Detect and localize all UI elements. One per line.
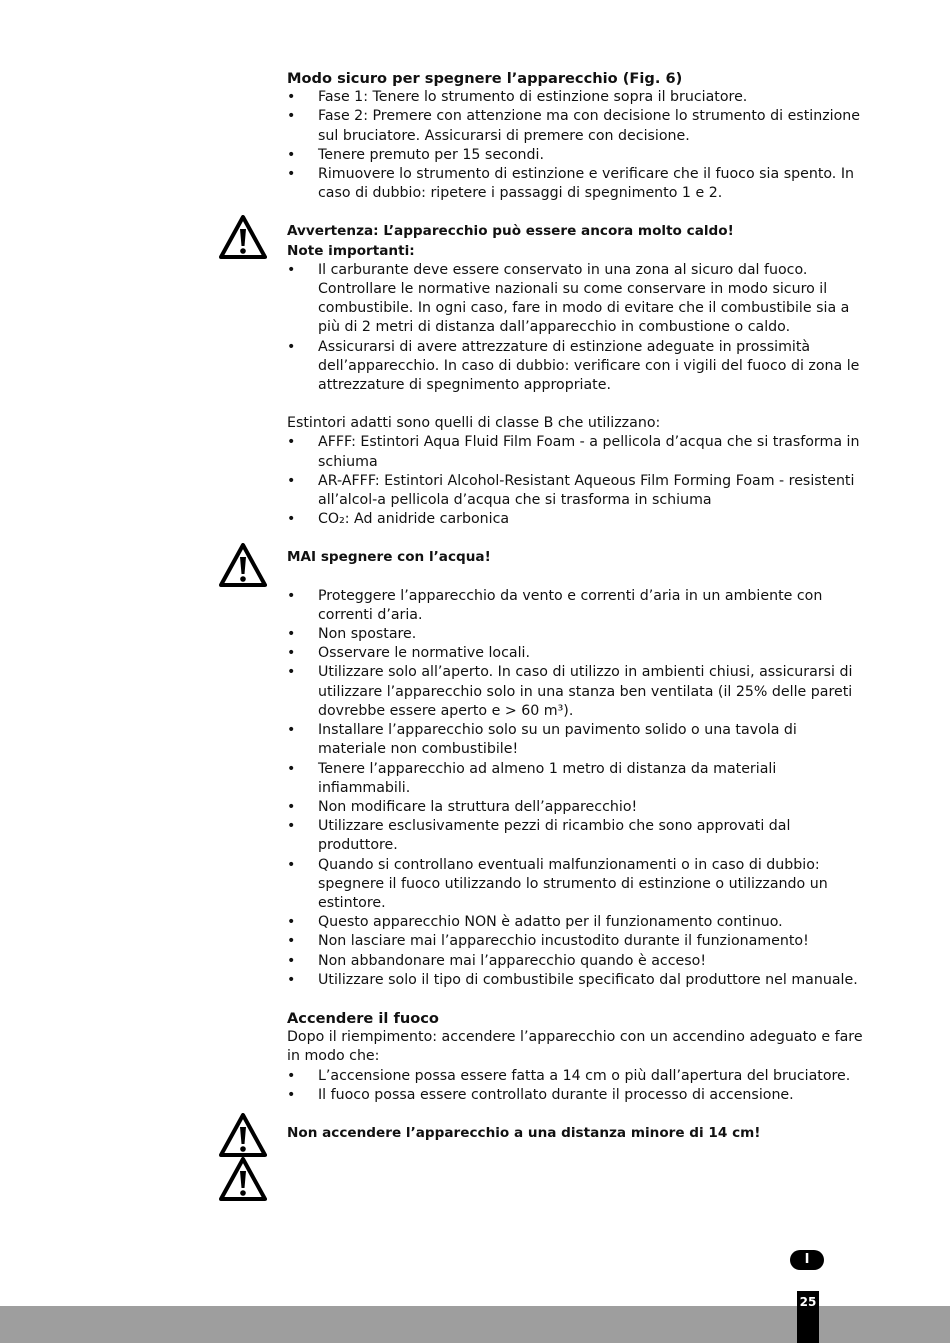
list-item: • Rimuovere lo strumento di estinzione e verificare che il fuoco sia spento. In caso di dubbio: ripetere i passaggi di spegnimento 1 e 2. (287, 165, 869, 203)
list-item: • Non lasciare mai l’apparecchio incustodito durante il funzionamento! (287, 932, 869, 951)
list-item: • CO₂: Ad anidride carbonica (287, 510, 869, 529)
list-item: • AR-AFFF: Estintori Alcohol-Resistant Aqueous Film Forming Foam - resistenti all’alcol-a pellicola d’acqua che si trasforma in schiuma (287, 472, 869, 510)
list-item: • Non spostare. (287, 625, 869, 644)
warning-triangle-icon (219, 1157, 267, 1201)
list-item: • Fase 1: Tenere lo strumento di estinzione sopra il bruciatore. (287, 88, 869, 107)
ignite-intro: Dopo il riempimento: accendere l’apparecchio con un accendino adeguato e fare in modo che: (287, 1029, 863, 1065)
list-item: • Il carburante deve essere conservato in una zona al sicuro dal fuoco. Controllare le normative nazionali su come conservare in modo sicuro il combustibile. In ogni caso, fare in modo di evitare che il combustibile sia a più di 2 metri di distanza dall’apparecchio in combustione o caldo. (287, 261, 869, 338)
list-item: • AFFF: Estintori Aqua Fluid Film Foam - a pellicola d’acqua che si trasforma in schiuma (287, 433, 869, 471)
page-content (287, 69, 869, 1143)
extinguishers-list (287, 433, 869, 529)
list-item: • Utilizzare solo il tipo di combustibile specificato dal produttore nel manuale. (287, 971, 869, 990)
warning-hot-appliance: Avvertenza: L’apparecchio può essere ancora molto caldo! (287, 223, 734, 240)
list-item: • Installare l’apparecchio solo su un pavimento solido o una tavola di materiale non combustibile! (287, 721, 869, 759)
list-item: • Questo apparecchio NON è adatto per il funzionamento continuo. (287, 913, 869, 932)
list-item: • Tenere premuto per 15 secondi. (287, 146, 869, 165)
extinguishers-intro: Estintori adatti sono quelli di classe B che utilizzano: (287, 415, 661, 432)
important-notes-list (287, 261, 869, 395)
list-item: • Fase 2: Premere con attenzione ma con decisione lo strumento di estinzione sul bruciatore. Assicurarsi di premere con decisione. (287, 107, 869, 145)
list-item: • Non abbandonare mai l’apparecchio quando è acceso! (287, 952, 869, 971)
list-item: • Osservare le normative locali. (287, 644, 869, 663)
list-item: • L’accensione possa essere fatta a 14 cm o più dall’apertura del bruciatore. (287, 1067, 869, 1086)
list-item: • Proteggere l’apparecchio da vento e correnti d’aria in un ambiente con correnti d’aria. (287, 587, 869, 625)
safety-rules-list (287, 587, 869, 990)
list-item: • Quando si controllano eventuali malfunzionamenti o in caso di dubbio: spegnere il fuoco utilizzando lo strumento di estinzione o utilizzando un estintore. (287, 856, 869, 914)
list-item: • Utilizzare esclusivamente pezzi di ricambio che sono approvati dal produttore. (287, 817, 869, 855)
warning-no-water: MAI spegnere con l’acqua! (287, 549, 491, 566)
list-item: • Il fuoco possa essere controllato durante il processo di accensione. (287, 1086, 869, 1105)
list-item: • Non modificare la struttura dell’apparecchio! (287, 798, 869, 817)
section-heading-ignite: Accendere il fuoco (287, 1009, 439, 1027)
page-number: 25 (797, 1291, 819, 1343)
list-item: • Assicurarsi di avere attrezzature di estinzione adeguate in prossimità dell’apparecchio. In caso di dubbio: verificare con i vigili del fuoco di zona le attrezzature di spegnimento appropriate. (287, 338, 869, 396)
warning-triangle-icon (219, 1113, 267, 1157)
important-notes-heading: Note importanti: (287, 242, 415, 259)
list-item: • Tenere l’apparecchio ad almeno 1 metro di distanza da materiali infiammabili. (287, 760, 869, 798)
warning-triangle-icon (219, 215, 267, 259)
warning-triangle-icon (219, 543, 267, 587)
ignite-list (287, 1067, 869, 1105)
shutdown-steps-list (287, 88, 869, 203)
language-badge: I (790, 1250, 824, 1270)
section-heading-safe-shutdown: Modo sicuro per spegnere l’apparecchio (Fig. 6) (287, 70, 683, 87)
list-item: • Utilizzare solo all’aperto. In caso di utilizzo in ambienti chiusi, assicurarsi di utilizzare l’apparecchio solo in una stanza ben ventilata (il 25% delle pareti dovrebbe essere aperto e > 60 m³). (287, 663, 869, 721)
warning-min-distance: Non accendere l’apparecchio a una distanza minore di 14 cm! (287, 1124, 761, 1141)
